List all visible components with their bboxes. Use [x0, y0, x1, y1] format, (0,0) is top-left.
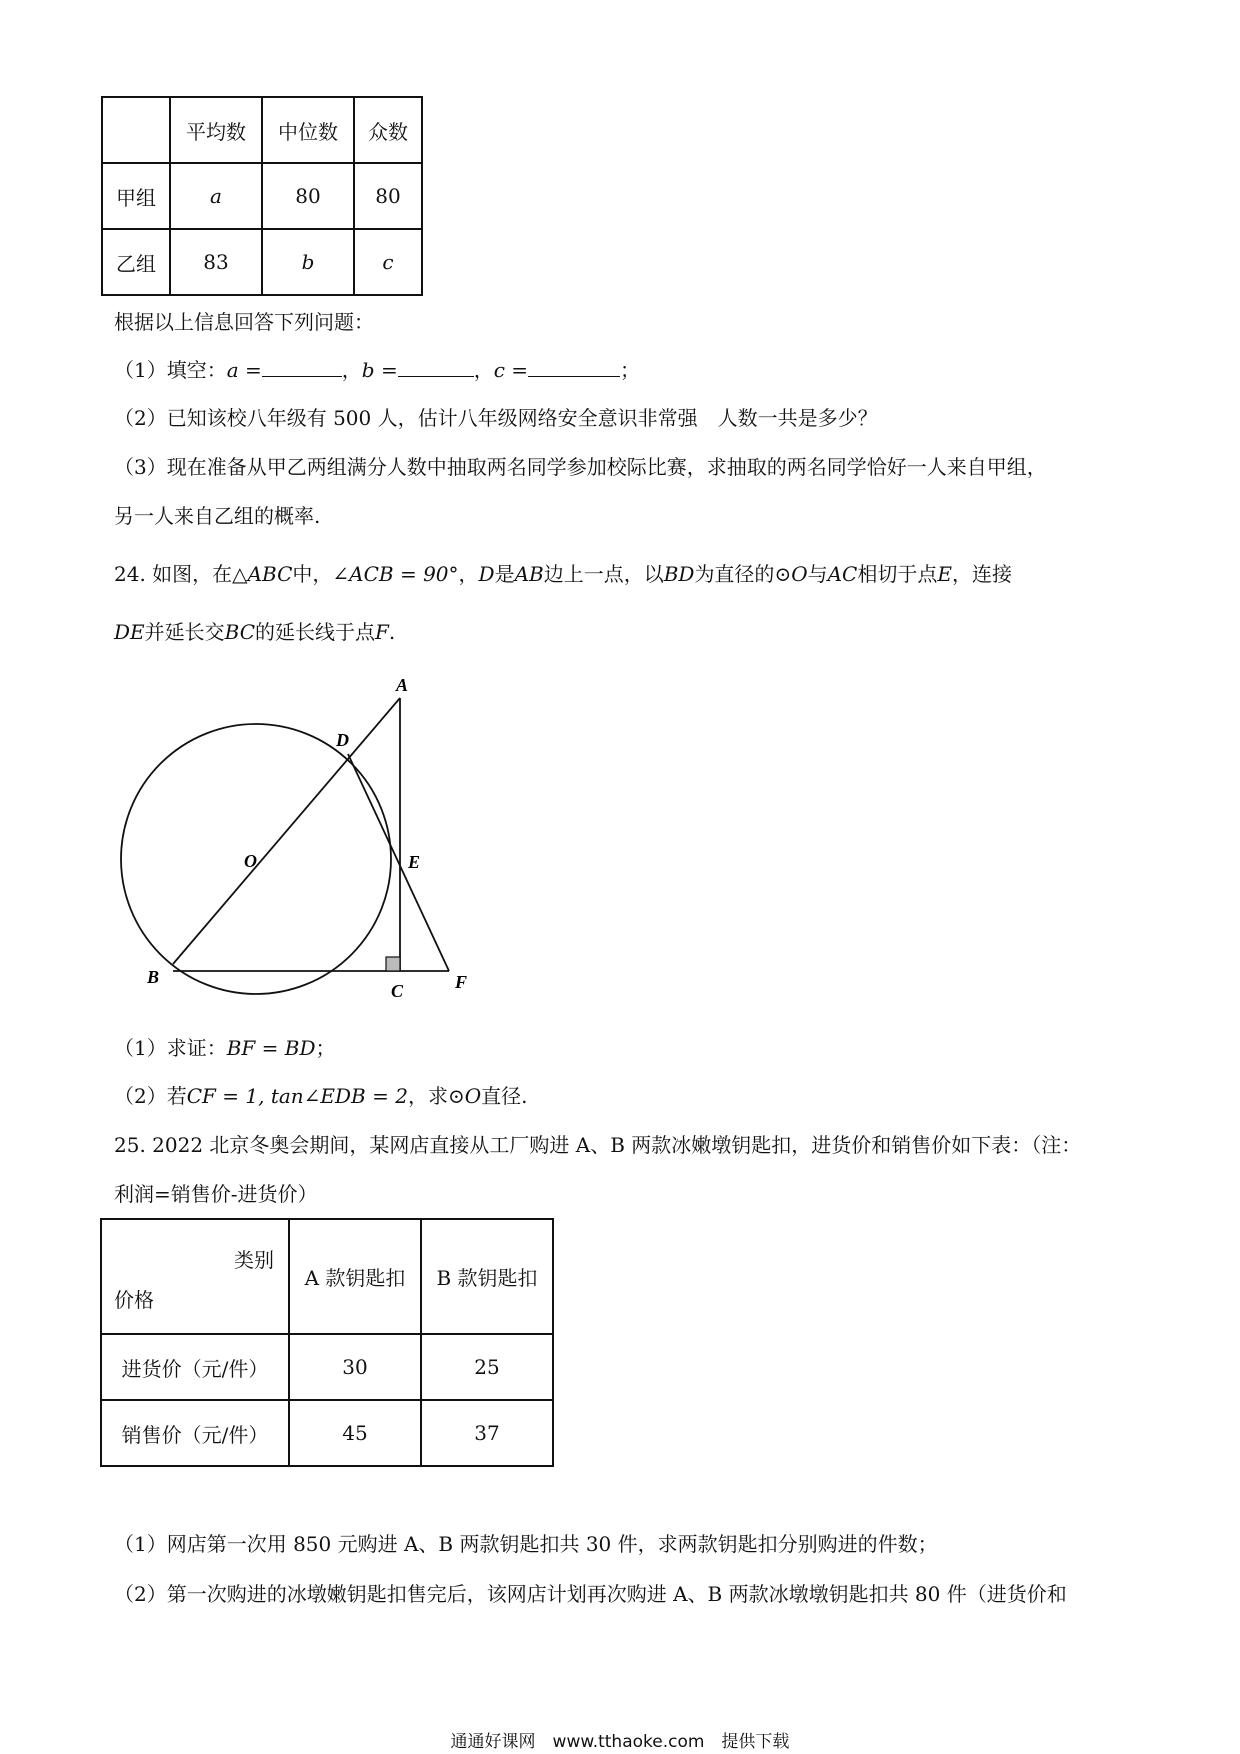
circle-symbol: ⊙: [447, 1084, 465, 1108]
q25-part2: （2）第一次购进的冰墩嫩钥匙扣售完后，该网店计划再次购进 A、B 两款冰墩墩钥匙扣共 80 件（进货价和: [114, 1582, 1067, 1606]
q23-part2: （2）已知该校八年级有 500 人，估计八年级网络安全意识非常强 人数一共是多少？: [114, 406, 878, 430]
q24-math: O: [791, 562, 808, 586]
q23-comma: ，: [473, 358, 494, 382]
q24-math: AC: [827, 562, 858, 586]
q24-text: ，: [458, 562, 479, 586]
table-row: [101, 1334, 553, 1400]
q24-math: ∠ACB = 90°: [332, 562, 459, 586]
price-table: [100, 1218, 554, 1467]
price-cell: 30: [289, 1334, 421, 1400]
label-f: F: [455, 972, 468, 992]
label-o: O: [244, 851, 257, 871]
q24-math: ABC: [247, 562, 293, 586]
stats-header-median: 中位数: [262, 97, 354, 163]
stats-row-label: 乙组: [102, 229, 170, 295]
label-e: E: [408, 852, 421, 872]
q25-part1: （1）网店第一次用 850 元购进 A、B 两款钥匙扣共 30 件，求两款钥匙扣分别购进的件数；: [114, 1532, 938, 1556]
price-table-corner: [101, 1219, 289, 1334]
q24-text: （1）求证：: [114, 1036, 227, 1060]
q24-text: 的延长线于点: [255, 620, 376, 644]
q24-text: .: [388, 620, 396, 644]
q24-text: （2）若: [114, 1084, 187, 1108]
corner-label-price: 价格: [114, 1288, 154, 1312]
price-cell: 45: [289, 1400, 421, 1466]
price-header-b: B 款钥匙扣: [421, 1219, 553, 1334]
q23-part3-line2: 另一人来自乙组的概率.: [114, 504, 321, 528]
q24-text: 边上一点，以: [543, 562, 664, 586]
q24-text: 与: [807, 562, 828, 586]
q24-text: 是: [494, 562, 515, 586]
label-b: B: [147, 967, 160, 987]
q24-math: D: [478, 562, 495, 586]
stats-header-mode: 众数: [354, 97, 422, 163]
q24-math: AB: [514, 562, 544, 586]
q24-math: DE: [114, 620, 145, 644]
q24-text: 24. 如图，在: [114, 562, 233, 586]
q24-text: ，连接: [951, 562, 1012, 586]
price-row-label: 销售价（元/件）: [101, 1400, 289, 1466]
right-angle-mark: [386, 957, 400, 971]
stats-cell: 80: [262, 163, 354, 229]
circle-symbol: ⊙: [774, 562, 792, 586]
q24-text: 直径.: [481, 1084, 528, 1108]
q24-math: BD: [663, 562, 695, 586]
stats-cell: 80: [354, 163, 422, 229]
stats-cell: 83: [170, 229, 262, 295]
q24-part2: [114, 1082, 528, 1110]
q24-math: F: [375, 620, 389, 644]
q24-text: ，求: [407, 1084, 448, 1108]
q23-part1-a: a =: [226, 358, 262, 382]
stats-header-mean: 平均数: [170, 97, 262, 163]
label-c: C: [391, 981, 404, 1001]
q23-part1-prefix: （1）填空：: [114, 358, 227, 382]
q24-math: O: [464, 1084, 482, 1108]
stats-row-label: 甲组: [102, 163, 170, 229]
q24-part1: [114, 1034, 336, 1062]
q23-part1-c: c =: [493, 358, 529, 382]
table-row: [101, 1400, 553, 1466]
triangle-symbol: △: [232, 562, 248, 586]
q24-math: BC: [224, 620, 256, 644]
q24-math: E: [937, 562, 952, 586]
q24-text: 中，: [292, 562, 333, 586]
segment-ba: [173, 698, 400, 964]
q23-semicolon: ；: [620, 358, 641, 382]
q25-line2: 利润=销售价-进货价）: [114, 1182, 318, 1206]
price-row-label: 进货价（元/件）: [101, 1334, 289, 1400]
q24-text: ；: [315, 1036, 336, 1060]
price-cell: 37: [421, 1400, 553, 1466]
q24-text: 并延长交: [144, 620, 225, 644]
label-a: A: [396, 675, 409, 695]
q25-line1: 25. 2022 北京冬奥会期间，某网店直接从工厂购进 A、B 两款冰嫩墩钥匙扣，进货价和销售价如下表：（注：: [114, 1133, 1082, 1157]
stats-cell: a: [170, 163, 262, 229]
segment-df: [348, 754, 449, 971]
q23-part1-b: b =: [361, 358, 398, 382]
label-d: D: [336, 730, 349, 750]
q24-text: 相切于点: [857, 562, 938, 586]
stats-cell: c: [354, 229, 422, 295]
price-header-a: A 款钥匙扣: [289, 1219, 421, 1334]
q23-part3-line1: （3）现在准备从甲乙两组满分人数中抽取两名同学参加校际比赛，求抽取的两名同学恰好一人来自甲组，: [114, 455, 1047, 479]
q24-math: CF = 1, tan∠EDB = 2: [186, 1084, 408, 1108]
q23-comma: ，: [341, 358, 362, 382]
stats-cell: b: [262, 229, 354, 295]
q23-intro: 根据以上信息回答下列问题：: [114, 310, 374, 334]
page-footer: 通通好课网 www.tthaoke.com 提供下载: [450, 1732, 790, 1752]
corner-label-category: 类别: [234, 1248, 274, 1272]
q24-text: 为直径的: [694, 562, 775, 586]
price-cell: 25: [421, 1334, 553, 1400]
q24-math: BF = BD: [226, 1036, 316, 1060]
